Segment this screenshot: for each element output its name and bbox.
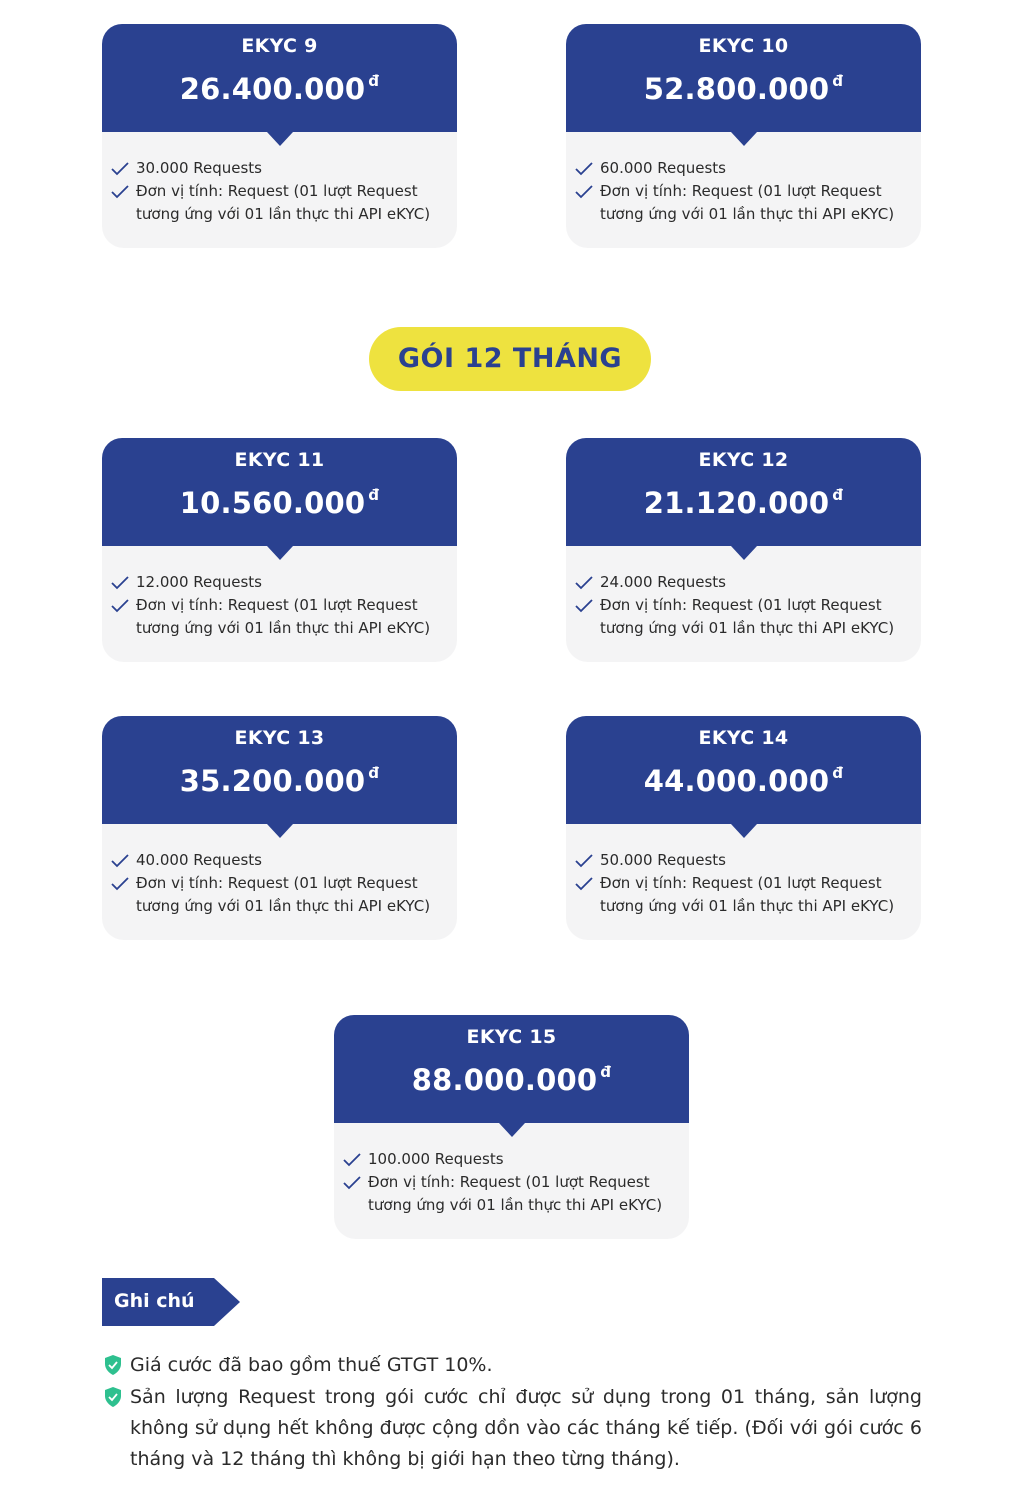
feature-requests — [110, 571, 435, 594]
check-icon — [110, 161, 130, 177]
shield-check-icon — [104, 1387, 122, 1407]
plan-price — [102, 486, 457, 520]
plan-name: EKYC 14 — [698, 727, 789, 749]
feature-text: Đơn vị tính: Request (01 lượt Request tương ứng với 01 lần thực thi API eKYC) — [600, 874, 895, 915]
feature-text: 40.000 Requests — [136, 851, 262, 869]
feature-requests — [574, 849, 899, 872]
plan-card-header — [102, 716, 457, 824]
plan-name: EKYC 15 — [466, 1026, 557, 1048]
feature-unit — [110, 872, 435, 918]
feature-unit — [110, 180, 435, 226]
check-icon — [342, 1175, 362, 1191]
plan-price — [102, 72, 457, 106]
feature-text: Đơn vị tính: Request (01 lượt Request tương ứng với 01 lần thực thi API eKYC) — [136, 596, 431, 637]
plan-card-body — [566, 824, 921, 940]
currency-symbol: đ — [832, 486, 844, 504]
price-value: 26.400.000 — [179, 72, 366, 106]
plan-card-header — [334, 1015, 689, 1123]
feature-text: 12.000 Requests — [136, 573, 262, 591]
plan-name: EKYC 11 — [234, 449, 325, 471]
plan-name: EKYC 9 — [241, 35, 318, 57]
price-value: 44.000.000 — [643, 764, 830, 798]
plan-card-body — [334, 1123, 689, 1239]
feature-unit — [110, 594, 435, 640]
check-icon — [574, 876, 594, 892]
feature-text: Đơn vị tính: Request (01 lượt Request tương ứng với 01 lần thực thi API eKYC) — [368, 1173, 663, 1214]
feature-requests — [574, 571, 899, 594]
plan-price — [566, 764, 921, 798]
feature-text: Đơn vị tính: Request (01 lượt Request tương ứng với 01 lần thực thi API eKYC) — [136, 874, 431, 915]
notes-list — [102, 1350, 922, 1476]
plan-card-header — [566, 438, 921, 546]
notes-label: Ghi chú — [114, 1290, 195, 1312]
plan-price — [566, 72, 921, 106]
feature-text: Đơn vị tính: Request (01 lượt Request tương ứng với 01 lần thực thi API eKYC) — [600, 596, 895, 637]
currency-symbol: đ — [368, 486, 380, 504]
note-text: Giá cước đã bao gồm thuế GTGT 10%. — [130, 1354, 493, 1376]
plan-card-body — [566, 546, 921, 662]
price-value: 21.120.000 — [643, 486, 830, 520]
feature-unit — [574, 872, 899, 918]
feature-text: Đơn vị tính: Request (01 lượt Request tương ứng với 01 lần thực thi API eKYC) — [136, 182, 431, 223]
feature-text: 30.000 Requests — [136, 159, 262, 177]
currency-symbol: đ — [600, 1063, 612, 1081]
price-value: 88.000.000 — [411, 1063, 598, 1097]
plan-card-body — [102, 132, 457, 248]
feature-requests — [110, 849, 435, 872]
note-text: Sản lượng Request trong gói cước chỉ được sử dụng trong 01 tháng, sản lượng không sử dụng hết không được cộng dồn vào các tháng kế tiếp. (Đối với gói cước 6 tháng và 12 tháng thì không bị giới hạn theo từng tháng). — [130, 1386, 922, 1470]
price-value: 10.560.000 — [179, 486, 366, 520]
feature-unit — [342, 1171, 667, 1217]
feature-unit — [574, 180, 899, 226]
check-icon — [110, 876, 130, 892]
currency-symbol: đ — [368, 72, 380, 90]
feature-text: 100.000 Requests — [368, 1150, 504, 1168]
feature-text: 50.000 Requests — [600, 851, 726, 869]
plan-card-header — [102, 24, 457, 132]
note-item — [102, 1382, 922, 1475]
check-icon — [574, 853, 594, 869]
feature-text: 60.000 Requests — [600, 159, 726, 177]
check-icon — [110, 575, 130, 591]
plan-card-ekyc-15 — [334, 1015, 689, 1239]
feature-requests — [574, 157, 899, 180]
feature-text: Đơn vị tính: Request (01 lượt Request tương ứng với 01 lần thực thi API eKYC) — [600, 182, 895, 223]
plan-card-ekyc-11 — [102, 438, 457, 662]
plan-card-body — [102, 824, 457, 940]
plan-price — [102, 764, 457, 798]
price-value: 35.200.000 — [179, 764, 366, 798]
plan-name: EKYC 10 — [698, 35, 789, 57]
currency-symbol: đ — [368, 764, 380, 782]
check-icon — [574, 598, 594, 614]
check-icon — [110, 184, 130, 200]
notes-label-tag — [102, 1278, 242, 1326]
check-icon — [574, 161, 594, 177]
plan-name: EKYC 12 — [698, 449, 789, 471]
plan-card-ekyc-10 — [566, 24, 921, 248]
plan-card-ekyc-9 — [102, 24, 457, 248]
plan-price — [334, 1063, 689, 1097]
feature-text: 24.000 Requests — [600, 573, 726, 591]
feature-requests — [342, 1148, 667, 1171]
check-icon — [574, 184, 594, 200]
price-value: 52.800.000 — [643, 72, 830, 106]
check-icon — [110, 853, 130, 869]
feature-unit — [574, 594, 899, 640]
feature-requests — [110, 157, 435, 180]
plan-card-ekyc-13 — [102, 716, 457, 940]
section-title-12-months: GÓI 12 THÁNG — [369, 327, 651, 391]
currency-symbol: đ — [832, 72, 844, 90]
check-icon — [110, 598, 130, 614]
check-icon — [342, 1152, 362, 1168]
note-item — [102, 1350, 922, 1381]
check-icon — [574, 575, 594, 591]
plan-card-ekyc-14 — [566, 716, 921, 940]
plan-card-header — [102, 438, 457, 546]
plan-card-body — [102, 546, 457, 662]
plan-card-ekyc-12 — [566, 438, 921, 662]
currency-symbol: đ — [832, 764, 844, 782]
plan-card-body — [566, 132, 921, 248]
plan-card-header — [566, 24, 921, 132]
shield-check-icon — [104, 1355, 122, 1375]
plan-price — [566, 486, 921, 520]
plan-card-header — [566, 716, 921, 824]
plan-name: EKYC 13 — [234, 727, 325, 749]
